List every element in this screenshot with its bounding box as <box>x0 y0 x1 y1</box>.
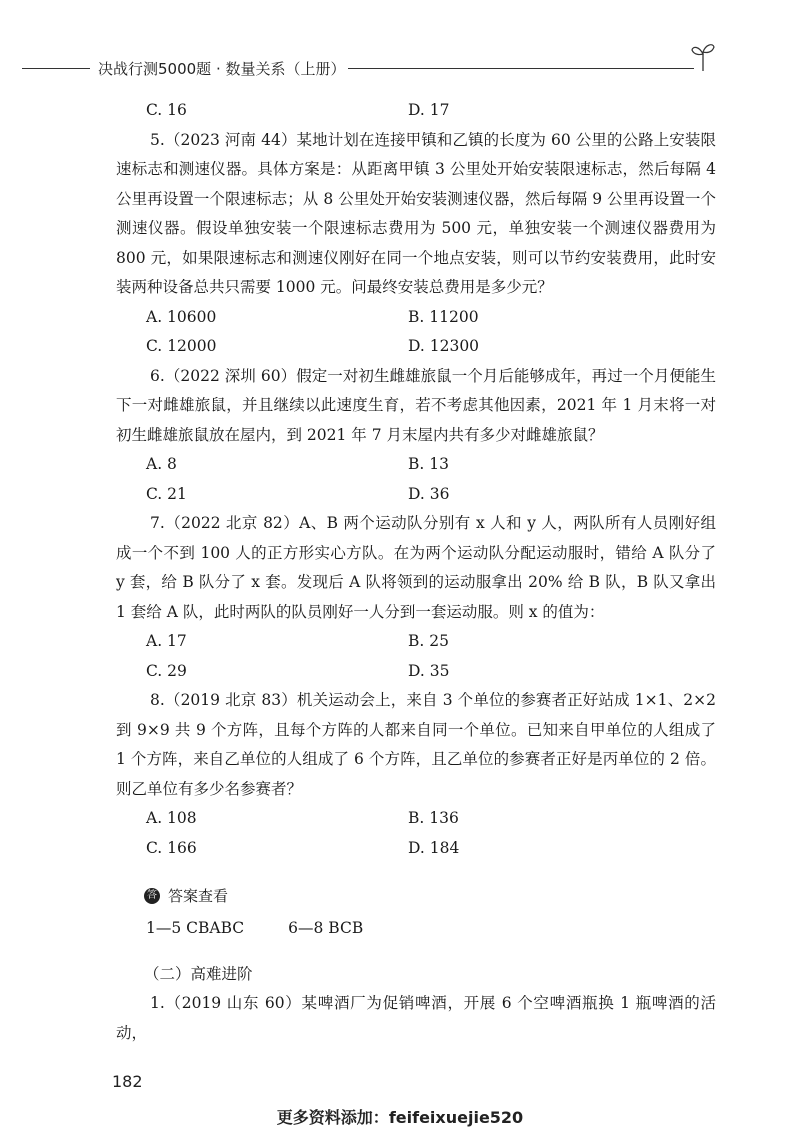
answer-key-6-8: 6—8 BCB <box>288 919 364 937</box>
option-d: D. 184 <box>408 838 460 857</box>
option-d: D. 12300 <box>408 337 480 355</box>
header-rule-right <box>348 68 694 69</box>
page-number: 182 <box>112 1072 143 1091</box>
question-8: 8.（2019 北京 83）机关运动会上，来自 3 个单位的参赛者正好站成 1×1、2×2 到 9×9 共 9 个方阵，且每个方阵的人都来自同一个单位。已知来自甲单位的人组成了 1 个方阵，来自乙单位的人组成了 6 个方阵，且乙单位的参赛者正好是丙单位的 2 倍。则乙单位有多少名参赛者？ <box>116 691 716 798</box>
option-d: D. 36 <box>408 484 450 503</box>
option-a: A. 10600 <box>146 307 217 326</box>
option-d: D. 35 <box>408 661 450 680</box>
answer-key <box>146 913 800 943</box>
option-b: B. 136 <box>408 809 459 827</box>
option-c: C. 12000 <box>146 337 217 355</box>
option-a: A. 8 <box>146 455 177 473</box>
question-6: 6.（2022 深圳 60）假定一对初生雌雄旅鼠一个月后能够成年，再过一个月便能生下一对雌雄旅鼠，并且继续以此速度生育，若不考虑其他因素，2021 年 1 月末将一对初生雌雄旅鼠放在屋内，到 2021 年 7 月末屋内共有多少对雌雄旅鼠？ <box>116 366 716 444</box>
option-c: C. 29 <box>146 661 187 680</box>
option-c: C. 21 <box>146 484 187 503</box>
question-5: 5.（2023 河南 44）某地计划在连接甲镇和乙镇的长度为 60 公里的公路上安装限速标志和测速仪器。具体方案是：从距离甲镇 3 公里处开始安装限速标志，然后每隔 4 公里再设置一个限速标志；从 8 公里处开始安装测速仪器，然后每隔 9 公里再设置一个测速仪器。假设单独安装一个限速标志费用为 500 元，单独安装一个测速仪器费用为 800 元，如果限速标志和测速仪刚好在同一个地点安装，则可以节约安装费用，此时安装两种设备总共只需要 1000 元。问最终安装总费用是多少元？ <box>116 130 716 296</box>
option-b: B. 25 <box>408 632 449 650</box>
option-a: A. 108 <box>146 809 197 827</box>
answer-key-1-5: 1—5 CBABC <box>146 919 245 937</box>
footer-note <box>0 1105 800 1128</box>
next-question: 1.（2019 山东 60）某啤酒厂为促销啤酒，开展 6 个空啤酒瓶换 1 瓶啤酒的活动， <box>116 994 716 1042</box>
option-a: A. 17 <box>146 632 187 650</box>
answer-icon: 答 <box>144 888 160 904</box>
question-6-options <box>146 450 706 509</box>
prev-question-options <box>146 96 706 126</box>
book-title: 决战行测5000题 · 数量关系（上册） <box>98 60 346 78</box>
answer-heading <box>144 883 800 909</box>
option-c: C. 16 <box>146 101 187 119</box>
question-7-options <box>146 627 706 686</box>
answer-heading-text: 答案查看 <box>168 887 229 905</box>
option-d: D. 17 <box>408 101 450 119</box>
question-8-options <box>146 804 706 863</box>
running-header <box>0 56 800 80</box>
footer-contact: feifeixuejie520 <box>388 1108 524 1127</box>
sprout-icon <box>690 42 716 72</box>
option-c: C. 166 <box>146 838 197 857</box>
section-title: （二）高难进阶 <box>144 965 253 983</box>
option-b: B. 11200 <box>408 307 479 326</box>
question-7: 7.（2022 北京 82）A、B 两个运动队分别有 x 人和 y 人，两队所有人员刚好组成一个不到 100 人的正方形实心方队。在为两个运动队分配运动服时，错给 A 队分了 y 套，给 B 队分了 x 套。发现后 A 队将领到的运动服拿出 20% 给 B 队，B 队又拿出 1 套给 A 队，此时两队的队员刚好一人分到一套运动服。则 x 的值为： <box>116 514 716 621</box>
footer-label: 更多资料添加： <box>276 1108 389 1127</box>
header-rule-left <box>22 68 90 69</box>
option-b: B. 13 <box>408 455 449 473</box>
page-content <box>0 96 800 1048</box>
question-5-options <box>146 303 706 362</box>
